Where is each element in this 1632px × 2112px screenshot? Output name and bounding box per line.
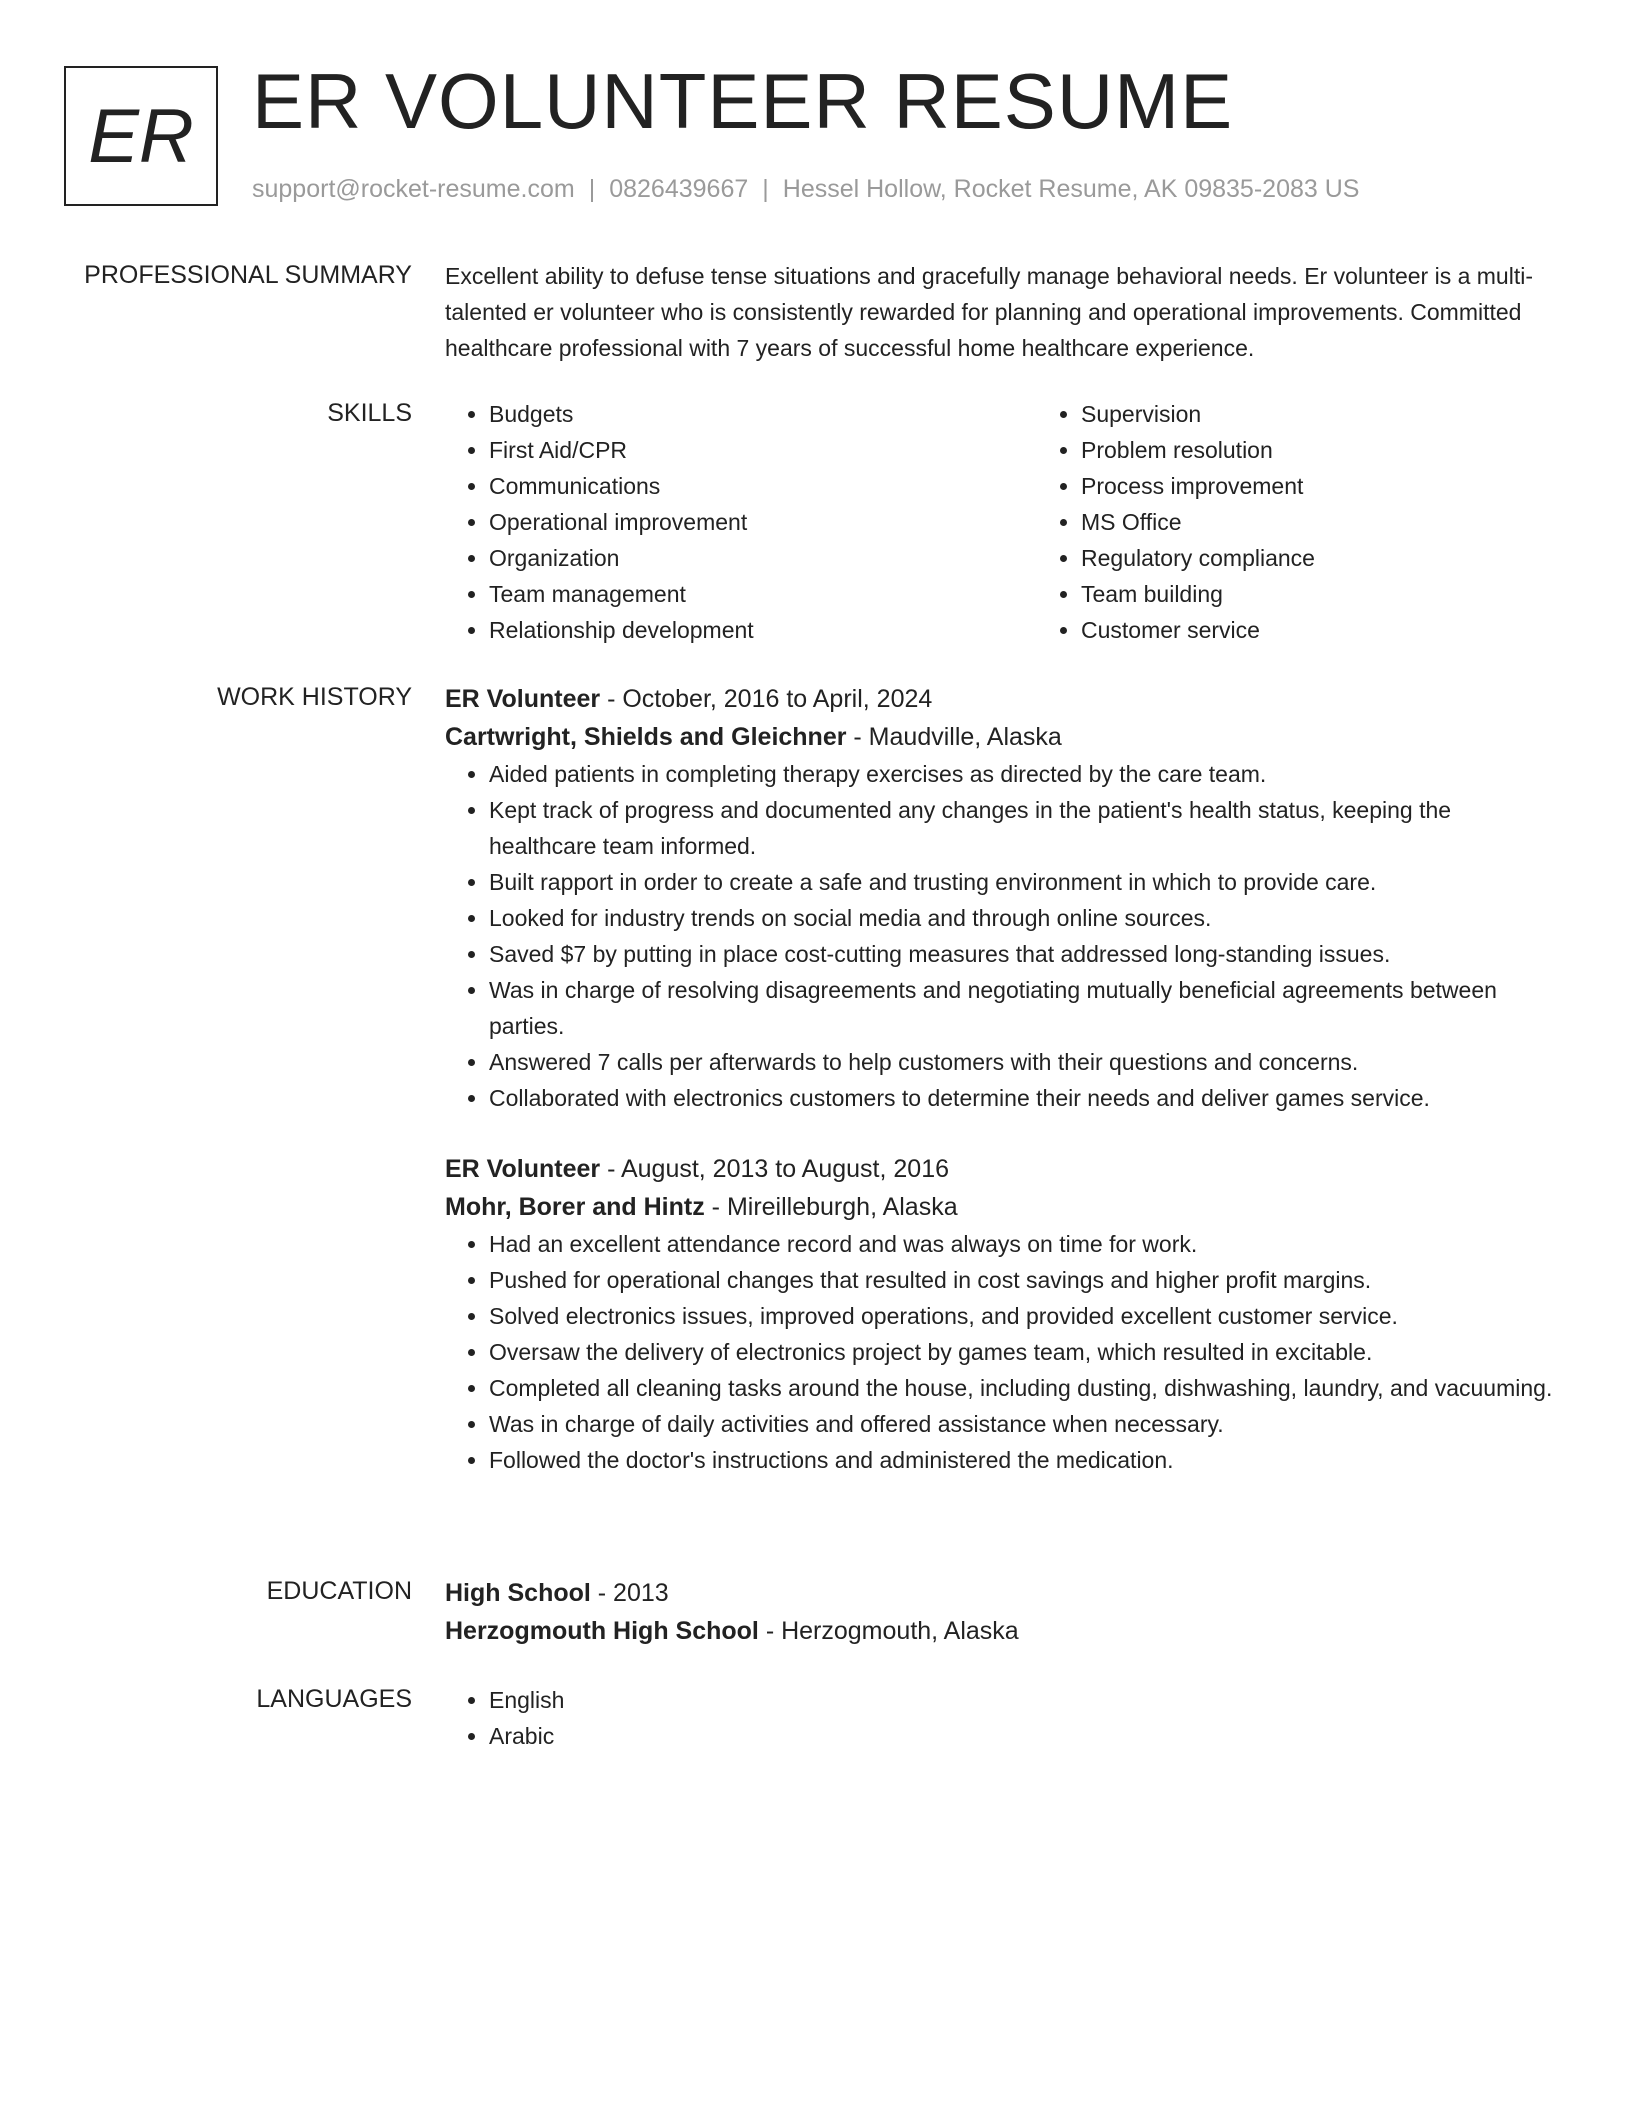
skill-item: • First Aid/CPR <box>489 432 1037 468</box>
job-entry <box>445 1150 1555 1478</box>
work-history-heading: WORK HISTORY <box>217 683 412 711</box>
skill-item: • Process improvement <box>1081 468 1629 504</box>
duty-item: • Pushed for operational changes that resulted in cost savings and higher profit margins. <box>489 1262 1555 1298</box>
skills-heading: SKILLS <box>327 399 412 427</box>
contact-separator: | <box>588 175 596 203</box>
skill-item: • Customer service <box>1081 612 1629 648</box>
duty-item: • Collaborated with electronics customers to determine their needs and deliver games service. <box>489 1080 1555 1116</box>
contact-phone: 0826439667 <box>609 175 749 203</box>
skill-item: • Relationship development <box>489 612 1037 648</box>
job-title-line <box>445 1150 1555 1188</box>
skill-item: • Regulatory compliance <box>1081 540 1629 576</box>
duty-item: • Solved electronics issues, improved operations, and provided excellent customer service. <box>489 1298 1555 1334</box>
language-item: • English <box>489 1682 1555 1718</box>
education-body <box>445 1574 1555 1650</box>
job-title: ER Volunteer <box>445 1155 601 1183</box>
job-location: - Maudville, Alaska <box>846 723 1062 751</box>
skills-column-right <box>1037 396 1629 648</box>
languages-heading: LANGUAGES <box>256 1685 412 1713</box>
duty-item: • Aided patients in completing therapy exercises as directed by the care team. <box>489 756 1555 792</box>
job-title: ER Volunteer <box>445 685 601 713</box>
contact-line <box>252 172 1359 206</box>
education-school: Herzogmouth High School <box>445 1617 759 1645</box>
job-dates: - October, 2016 to April, 2024 <box>600 685 933 713</box>
duty-item: • Completed all cleaning tasks around the house, including dusting, dishwashing, laundry, and vacuuming. <box>489 1370 1555 1406</box>
contact-email: support@rocket-resume.com <box>252 175 575 203</box>
summary-heading: PROFESSIONAL SUMMARY <box>84 261 412 289</box>
skill-item: • Operational improvement <box>489 504 1037 540</box>
job-duties <box>445 756 1555 1116</box>
contact-separator: | <box>762 175 769 203</box>
summary-body <box>445 258 1555 366</box>
languages-list <box>445 1682 1555 1754</box>
duty-item: • Followed the doctor's instructions and administered the medication. <box>489 1442 1555 1478</box>
skill-item: • Budgets <box>489 396 1037 432</box>
resume-title: ER VOLUNTEER RESUME <box>252 57 1234 145</box>
skill-item: • Supervision <box>1081 396 1629 432</box>
education-year: - 2013 <box>590 1579 669 1607</box>
skill-item: • Team management <box>489 576 1037 612</box>
duty-item: • Was in charge of resolving disagreements and negotiating mutually beneficial agreements between parties. <box>489 972 1555 1044</box>
language-item: • Arabic <box>489 1718 1555 1754</box>
duty-item: • Oversaw the delivery of electronics project by games team, which resulted in excitable. <box>489 1334 1555 1370</box>
languages-body <box>445 1682 1555 1754</box>
skill-item: • Team building <box>1081 576 1629 612</box>
job-location: - Mireilleburgh, Alaska <box>704 1193 958 1221</box>
monogram: ER <box>64 66 218 206</box>
education-degree-line <box>445 1574 1555 1612</box>
job-employer-line <box>445 718 1555 756</box>
job-employer: Mohr, Borer and Hintz <box>445 1193 705 1221</box>
duty-item: • Had an excellent attendance record and was always on time for work. <box>489 1226 1555 1262</box>
skills-list <box>445 396 1555 648</box>
duty-item: • Built rapport in order to create a safe and trusting environment in which to provide care. <box>489 864 1555 900</box>
job-dates: - August, 2013 to August, 2016 <box>600 1155 950 1183</box>
job-employer: Cartwright, Shields and Gleichner <box>445 723 847 751</box>
job-title-line <box>445 680 1555 718</box>
job-employer-line <box>445 1188 1555 1226</box>
skill-item: • Communications <box>489 468 1037 504</box>
duty-item: • Was in charge of daily activities and offered assistance when necessary. <box>489 1406 1555 1442</box>
duty-item: • Kept track of progress and documented any changes in the patient's health status, keeping the healthcare team informed. <box>489 792 1555 864</box>
duty-item: • Saved $7 by putting in place cost-cutting measures that addressed long-standing issues. <box>489 936 1555 972</box>
job-entry <box>445 680 1555 1116</box>
job-duties <box>445 1226 1555 1478</box>
contact-address: Hessel Hollow, Rocket Resume, AK 09835-2083 US <box>782 175 1360 203</box>
skills-column-left <box>445 396 1037 648</box>
education-degree: High School <box>445 1579 591 1607</box>
skill-item: • MS Office <box>1081 504 1629 540</box>
education-location: - Herzogmouth, Alaska <box>758 1617 1019 1645</box>
education-heading: EDUCATION <box>266 1577 412 1605</box>
education-school-line <box>445 1612 1555 1650</box>
work-history-body <box>445 680 1555 1478</box>
summary-text: Excellent ability to defuse tense situations and gracefully manage behavioral needs. Er volunteer is a multi-talented er volunteer who is consistently rewarded for planning and operational improvements. Committed healthcare professional with 7 years of successful home healthcare experience. <box>445 263 1533 361</box>
skill-item: • Problem resolution <box>1081 432 1629 468</box>
duty-item: • Answered 7 calls per afterwards to help customers with their questions and concerns. <box>489 1044 1555 1080</box>
duty-item: • Looked for industry trends on social media and through online sources. <box>489 900 1555 936</box>
skill-item: • Organization <box>489 540 1037 576</box>
